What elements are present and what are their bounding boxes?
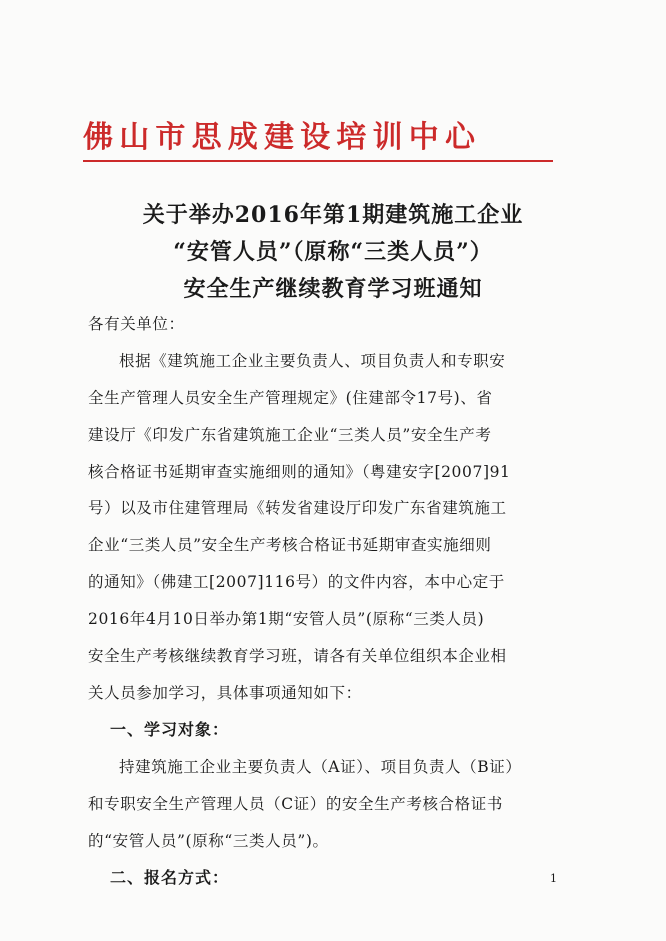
header-rule	[83, 160, 553, 162]
document-title-line-1: 关于举办2016年第1期建筑施工企业	[142, 202, 524, 228]
paragraph-line: 根据《建筑施工企业主要负责人、项目负责人和专职安	[119, 352, 506, 370]
paragraph-line: 建设厅《印发广东省建筑施工企业“三类人员”安全生产考	[88, 426, 492, 444]
organization-header: 佛山市思成建设培训中心	[83, 120, 482, 155]
section-2-heading: 二、报名方式：	[110, 868, 230, 887]
paragraph-line: 企业“三类人员”安全生产考核合格证书延期审查实施细则	[88, 536, 492, 554]
paragraph-line: 关人员参加学习，具体事项通知如下：	[88, 684, 362, 702]
paragraph-line: 的通知》（佛建工[2007]116号）的文件内容，本中心定于	[88, 573, 505, 591]
paragraph-line: 号）以及市住建管理局《转发省建设厅印发广东省建筑施工	[88, 499, 507, 517]
paragraph-line: 2016年4月10日举办第1期“安管人员”(原称“三类人员)	[88, 610, 485, 628]
section-1-text-line: 和专职安全生产管理人员（C证）的安全生产考核合格证书	[88, 795, 503, 813]
section-1-text-line: 的“安管人员”(原称“三类人员”)。	[88, 832, 329, 850]
section-1-text-line: 持建筑施工企业主要负责人（A证）、项目负责人（B证）	[119, 758, 522, 776]
page-number: 1	[550, 872, 557, 885]
document-title-line-2: “安管人员”（原称“三类人员”）	[173, 239, 493, 265]
paragraph-line: 全生产管理人员安全生产管理规定》(住建部令17号)、省	[88, 389, 493, 407]
section-1-heading: 一、学习对象：	[110, 720, 230, 739]
paragraph-line: 核合格证书延期审查实施细则的通知》（粤建安字[2007]91	[88, 463, 511, 481]
document-title-line-3: 安全生产继续教育学习班通知	[183, 276, 483, 302]
paragraph-line: 安全生产考核继续教育学习班，请各有关单位组织本企业相	[88, 647, 507, 665]
salutation: 各有关单位：	[88, 315, 185, 333]
